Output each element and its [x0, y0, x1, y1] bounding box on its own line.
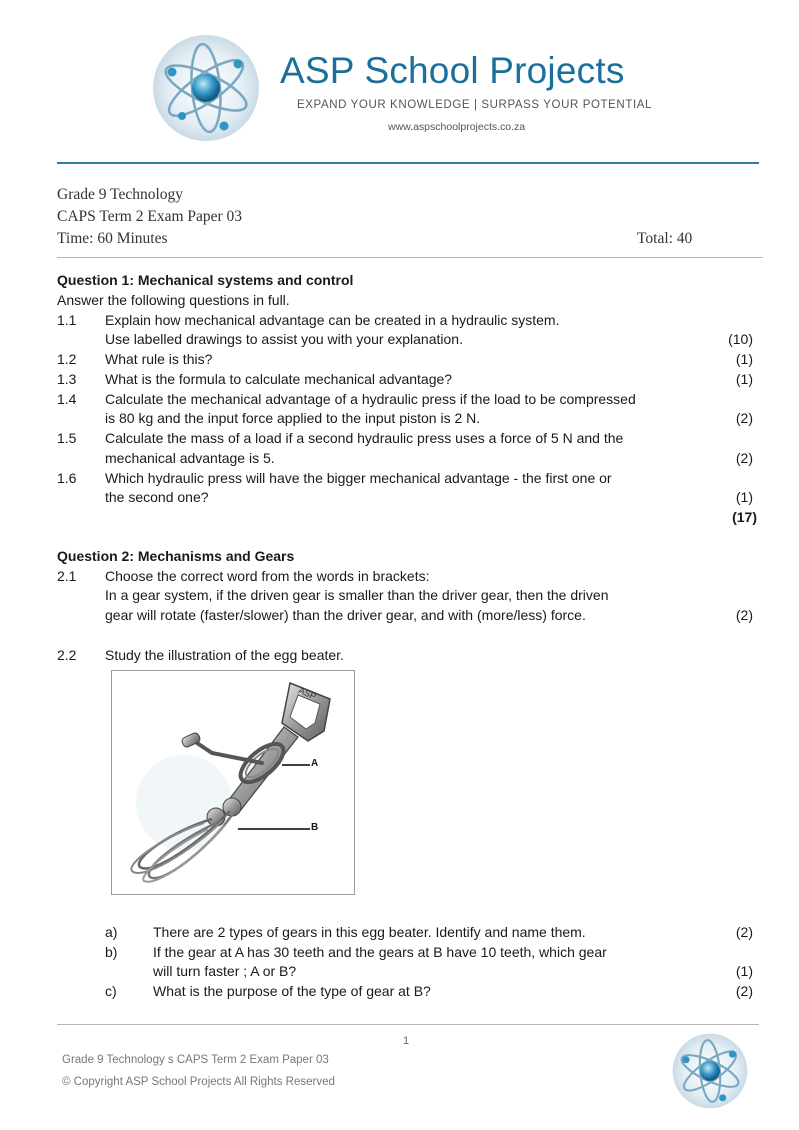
- question-mark: (1): [735, 371, 753, 387]
- egg-beater-figure: [111, 670, 355, 895]
- question-text: What rule is this?: [105, 351, 213, 367]
- question-text: is 80 kg and the input force applied to the input piston is 2 N.: [105, 410, 481, 426]
- question-1-total: (17): [732, 509, 757, 525]
- question-number: 1.2: [57, 351, 77, 367]
- question-text: Calculate the mass of a load if a second hydraulic press uses a force of 5 N and the: [105, 430, 624, 446]
- question-number: 2.2: [57, 647, 77, 663]
- question-text: Choose the correct word from the words in brackets:: [105, 568, 430, 584]
- question-text: There are 2 types of gears in this egg beater. Identify and name them.: [153, 924, 586, 940]
- question-text: will turn faster ; A or B?: [153, 963, 297, 979]
- figure-label-b: B: [311, 822, 319, 833]
- exam-time: Time: 60 Minutes: [57, 230, 168, 247]
- question-text: In a gear system, if the driven gear is smaller than the driver gear, then the driven: [105, 587, 609, 603]
- question-mark: (2): [735, 410, 753, 426]
- question-text: Explain how mechanical advantage can be created in a hydraulic system.: [105, 312, 560, 328]
- atom-logo-icon: [152, 34, 260, 142]
- question-2-heading: Question 2: Mechanisms and Gears: [57, 548, 295, 564]
- question-text: Which hydraulic press will have the bigger mechanical advantage - the first one or: [105, 470, 612, 486]
- figure-label-a: A: [311, 758, 319, 769]
- exam-subject: Grade 9 Technology: [57, 186, 184, 203]
- sub-question-letter: b): [105, 944, 118, 960]
- atom-logo-small-icon: [672, 1033, 748, 1109]
- question-mark: (2): [735, 983, 753, 999]
- question-1-heading: Question 1: Mechanical systems and control: [57, 272, 354, 288]
- question-text: Study the illustration of the egg beater.: [105, 647, 344, 663]
- question-text: gear will rotate (faster/slower) than the driver gear, and with (more/less) force.: [105, 607, 586, 623]
- question-text: Calculate the mechanical advantage of a hydraulic press if the load to be compressed: [105, 391, 636, 407]
- sub-question-letter: a): [105, 924, 118, 940]
- question-text: What is the formula to calculate mechanical advantage?: [105, 371, 453, 387]
- header-divider: [57, 162, 759, 164]
- question-mark: (2): [735, 450, 753, 466]
- question-mark: (10): [728, 331, 753, 347]
- question-text: the second one?: [105, 489, 209, 505]
- question-text: mechanical advantage is 5.: [105, 450, 275, 466]
- question-number: 1.4: [57, 391, 77, 407]
- info-divider: [57, 257, 763, 258]
- brand-url[interactable]: www.aspschoolprojects.co.za: [388, 121, 526, 133]
- question-mark: (1): [735, 351, 753, 367]
- footer-divider: [57, 1024, 759, 1025]
- sub-question-letter: c): [105, 983, 117, 999]
- brand-title: ASP School Projects: [280, 50, 625, 91]
- brand-tagline: EXPAND YOUR KNOWLEDGE | SURPASS YOUR POTENTIAL: [297, 99, 653, 111]
- question-text: If the gear at A has 30 teeth and the gears at B have 10 teeth, which gear: [153, 944, 607, 960]
- question-number: 2.1: [57, 568, 77, 584]
- footer-copyright: © Copyright ASP School Projects All Rights Reserved: [62, 1076, 335, 1088]
- question-mark: (1): [735, 963, 753, 979]
- question-text: Use labelled drawings to assist you with your explanation.: [105, 331, 463, 347]
- question-number: 1.1: [57, 312, 77, 328]
- question-text: What is the purpose of the type of gear at B?: [153, 983, 431, 999]
- egg-beater-icon: [112, 671, 353, 893]
- handle-logo-text: ASP: [297, 684, 318, 702]
- exam-total: Total: 40: [637, 230, 693, 247]
- question-number: 1.6: [57, 470, 77, 486]
- question-1-intro: Answer the following questions in full.: [57, 292, 290, 308]
- question-number: 1.3: [57, 371, 77, 387]
- question-mark: (2): [735, 924, 753, 940]
- question-mark: (2): [735, 607, 753, 623]
- question-number: 1.5: [57, 430, 77, 446]
- question-mark: (1): [735, 489, 753, 505]
- footer-paper-title: Grade 9 Technology s CAPS Term 2 Exam Paper 03: [62, 1054, 329, 1066]
- exam-paper-title: CAPS Term 2 Exam Paper 03: [57, 208, 243, 225]
- page-number: 1: [403, 1035, 410, 1047]
